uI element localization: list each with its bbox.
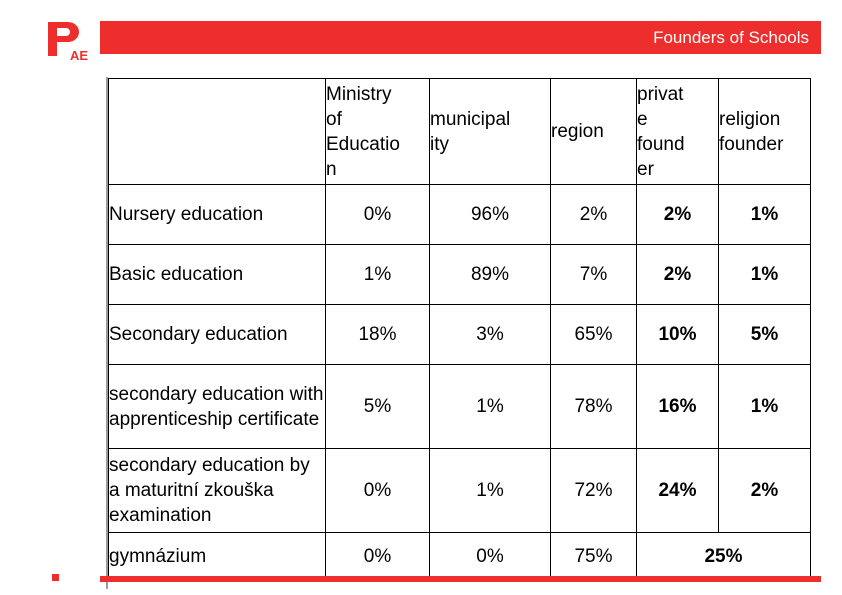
cell-private: 24% xyxy=(637,449,719,533)
founders-table xyxy=(108,78,811,581)
page-title: Founders of Schools xyxy=(653,28,809,47)
header-municipality: municipal ity xyxy=(430,79,551,185)
table-row xyxy=(109,305,811,365)
cell-private: 10% xyxy=(637,305,719,365)
cell-municipality: 1% xyxy=(430,365,551,449)
cell-ministry: 0% xyxy=(326,533,430,581)
table-row xyxy=(109,365,811,449)
cell-religion: 1% xyxy=(719,185,811,245)
cell-municipality: 1% xyxy=(430,449,551,533)
table-row xyxy=(109,449,811,533)
table-header-row xyxy=(109,79,811,185)
title-banner xyxy=(100,21,821,54)
header-empty xyxy=(109,79,326,185)
cell-religion: 5% xyxy=(719,305,811,365)
cell-religion: 1% xyxy=(719,365,811,449)
cell-region: 78% xyxy=(551,365,637,449)
logo-text: AE xyxy=(70,48,89,63)
header-religion-founder: religion founder xyxy=(719,79,811,185)
cell-municipality: 3% xyxy=(430,305,551,365)
bullet-square xyxy=(52,574,59,581)
cell-private: 2% xyxy=(637,185,719,245)
cell-region: 7% xyxy=(551,245,637,305)
cell-region: 65% xyxy=(551,305,637,365)
cell-ministry: 5% xyxy=(326,365,430,449)
header-ministry: Ministry of Educatio n xyxy=(326,79,430,185)
cell-ministry: 18% xyxy=(326,305,430,365)
row-label: gymnázium xyxy=(109,533,326,581)
cell-private: 2% xyxy=(637,245,719,305)
header-private-founder: privat e found er xyxy=(637,79,719,185)
cell-region: 72% xyxy=(551,449,637,533)
row-label: secondary education with apprenticeship certificate xyxy=(109,365,326,449)
logo-icon xyxy=(46,20,98,64)
cell-municipality: 89% xyxy=(430,245,551,305)
cell-region: 2% xyxy=(551,185,637,245)
row-label: Secondary education xyxy=(109,305,326,365)
cell-private: 16% xyxy=(637,365,719,449)
table-row xyxy=(109,245,811,305)
cell-ministry: 1% xyxy=(326,245,430,305)
row-label: secondary education by a maturitní zkouška examination xyxy=(109,449,326,533)
header-region: region xyxy=(551,79,637,185)
cell-municipality: 0% xyxy=(430,533,551,581)
footer-bar xyxy=(100,576,821,582)
row-label: Basic education xyxy=(109,245,326,305)
table-row xyxy=(109,185,811,245)
row-label: Nursery education xyxy=(109,185,326,245)
cell-private-religion: 25% xyxy=(637,533,811,581)
cell-municipality: 96% xyxy=(430,185,551,245)
table-row xyxy=(109,533,811,581)
cell-ministry: 0% xyxy=(326,449,430,533)
cell-religion: 1% xyxy=(719,245,811,305)
cell-ministry: 0% xyxy=(326,185,430,245)
cell-region: 75% xyxy=(551,533,637,581)
cell-religion: 2% xyxy=(719,449,811,533)
